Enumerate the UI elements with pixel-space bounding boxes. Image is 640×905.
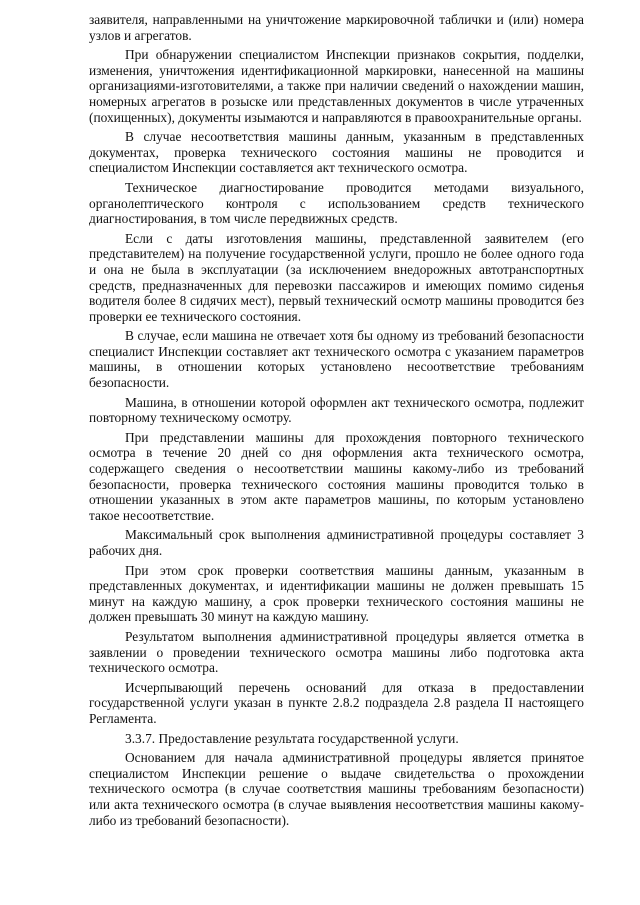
paragraph-6: В случае, если машина не отвечает хотя бы одному из требований безопасности специалист Инспекции составляет акт технического осмотра с указанием параметров машины, в отношении которых установлено несоответствие требованиям безопасности. [89, 328, 584, 391]
paragraph-14: Основанием для начала административной процедуры является принятое специалистом Инспекции решение о выдаче свидетельства о прохождении технического осмотра (в случае соответствия машины требованиям безопасности) или акта технического осмотра (в случае выявления несоответствия машины какому-либо из требований безопасности). [89, 750, 584, 828]
paragraph-5: Если с даты изготовления машины, представленной заявителем (его представителем) на получение государственной услуги, прошло не более одного года и она не была в эксплуатации (за исключением внедорожных автотранспортных средств, предназначенных для перевозки пассажиров и имеющих помимо сиденья водителя более 8 сидячих мест), первый технический осмотр машины проводится без проверки ее технического состояния. [89, 230, 584, 324]
paragraph-9: Максимальный срок выполнения административной процедуры составляет 3 рабочих дня. [89, 527, 584, 558]
paragraph-10: При этом срок проверки соответствия машины данным, указанным в представленных документах, и идентификации машины не должен превышать 15 минут на каждую машину, а срок проверки технического состояния машины не должен превышать 30 минут на каждую машину. [89, 562, 584, 625]
paragraph-2: При обнаружении специалистом Инспекции признаков сокрытия, подделки, изменения, уничтожения идентификационной маркировки, нанесенной на машины организациями-изготовителями, а также при наличии сведений о нахождении машин, номерных агрегатов в розыске или представленных документов в числе утраченных (похищенных), документы изымаются и направляются в правоохранительные органы. [89, 47, 584, 125]
paragraph-8: При представлении машины для прохождения повторного технического осмотра в течение 20 дней со дня оформления акта технического осмотра, содержащего сведения о несоответствии машины какому-либо из требований безопасности, проверка технического состояния машины проводится только в отношении указанных в этом акте параметров машины, по которым установлено такое несоответствие. [89, 429, 584, 523]
paragraph-11: Результатом выполнения административной процедуры является отметка в заявлении о проведении технического осмотра машины либо подготовка акта технического осмотра. [89, 628, 584, 676]
paragraph-3: В случае несоответствия машины данным, указанным в представленных документах, проверка технического состояния машины не проводится и специалистом Инспекции составляется акт технического осмотра. [89, 129, 584, 176]
paragraph-7: Машина, в отношении которой оформлен акт технического осмотра, подлежит повторному техническому осмотру. [89, 394, 584, 426]
paragraph-12: Исчерпывающий перечень оснований для отказа в предоставлении государственной услуги указан в пункте 2.8.2 подраздела 2.8 раздела II настоящего Регламента. [89, 679, 584, 726]
paragraph-1: заявителя, направленными на уничтожение маркировочной таблички и (или) номера узлов и агрегатов. [89, 12, 584, 43]
paragraph-4: Техническое диагностирование проводится методами визуального, органолептического контроля с использованием средств технического диагностирования, в том числе передвижных средств. [89, 179, 584, 227]
section-heading-3-3-7: 3.3.7. Предоставление результата государственной услуги. [125, 730, 459, 746]
